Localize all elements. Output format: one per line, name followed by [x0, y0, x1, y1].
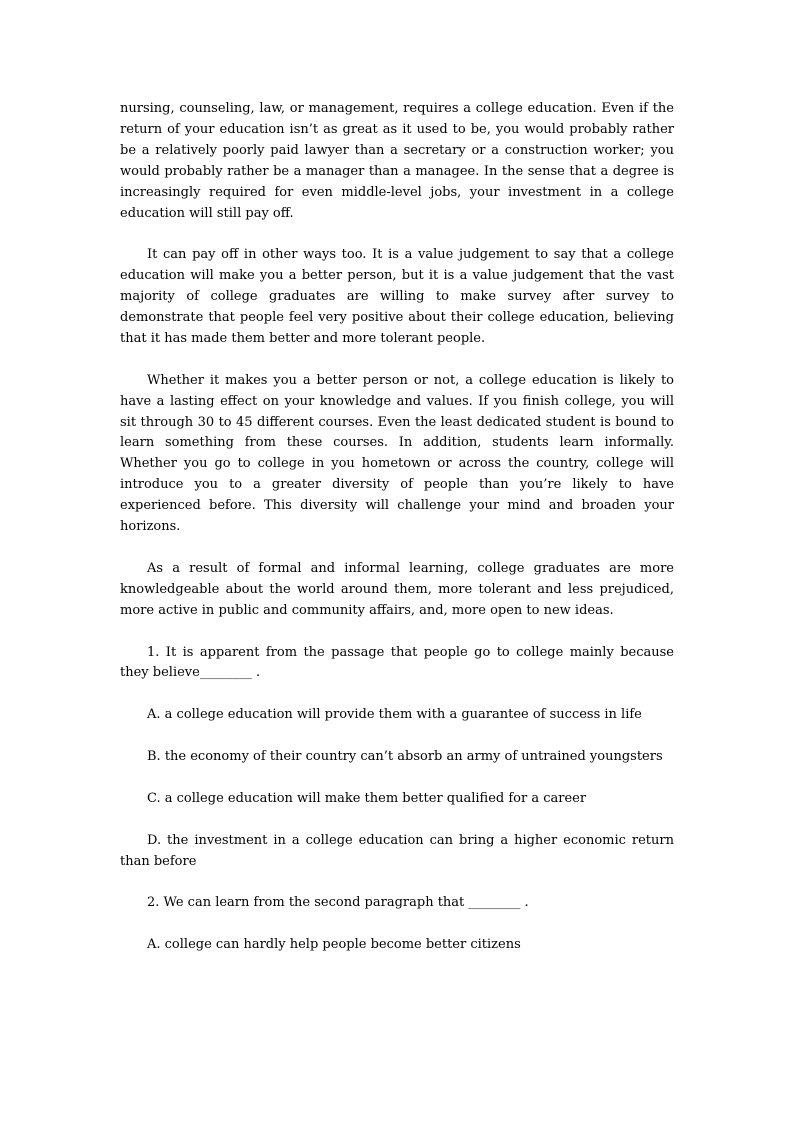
paragraph-spacer: [120, 350, 674, 371]
passage-paragraph-2: It can pay off in other ways too. It is a value judgement to say that a college education will make you a better person, but it is a value judgement that the vast majority of college graduates are willing to make survey after survey to demonstrate that people feel very positive about their college education, believing that it has made them better and more tolerant people.: [120, 247, 674, 346]
paragraph-spacer: [120, 914, 674, 935]
question-1-option-d: D. the investment in a college education can bring a higher economic return than before: [120, 832, 674, 869]
document-page: [120, 99, 674, 956]
paragraph-spacer: [120, 726, 674, 747]
question-2-stem: 2. We can learn from the second paragraph that ________ .: [147, 895, 529, 911]
passage-paragraph-4: As a result of formal and informal learning, college graduates are more knowledgeable about the world around them, more tolerant and less prejudiced, more active in public and community affairs, and, more open to new ideas.: [120, 560, 674, 618]
paragraph-spacer: [120, 224, 674, 245]
paragraph-spacer: [120, 538, 674, 559]
paragraph-spacer: [120, 810, 674, 831]
question-1-option-b: B. the economy of their country can’t absorb an army of untrained youngsters: [147, 749, 663, 764]
paragraph-spacer: [120, 622, 674, 643]
paragraph-spacer: [120, 872, 674, 893]
paragraph-spacer: [120, 768, 674, 789]
question-1-option-c: C. a college education will make them better qualified for a career: [147, 790, 587, 806]
question-1-stem: 1. It is apparent from the passage that people go to college mainly because they believe________ .: [120, 644, 674, 681]
question-1-option-a: A. a college education will provide them with a guarantee of success in life: [147, 707, 642, 723]
passage-paragraph-3: Whether it makes you a better person or not, a college education is likely to have a lasting effect on your knowledge and values. If you finish college, you will sit through 30 to 45 different courses. Even the least dedicated student is bound to learn something from these courses. In addition, students learn informally. Whether you go to college in you hometown or across the country, college will introduce you to a greater diversity of people than you’re likely to have experienced before. This diversity will challenge your mind and broaden your horizons.: [120, 372, 674, 535]
passage-paragraph-1: nursing, counseling, law, or management, requires a college education. Even if the return of your education isn’t as great as it used to be, you would probably rather be a relatively poorly paid lawyer than a secretary or a construction worker; you would probably rather be a manager than a managee. In the sense that a degree is increasingly required for even middle-level jobs, your investment in a college education will still pay off.: [120, 101, 674, 221]
paragraph-spacer: [120, 684, 674, 705]
question-2-option-a: A. college can hardly help people become better citizens: [147, 937, 521, 953]
